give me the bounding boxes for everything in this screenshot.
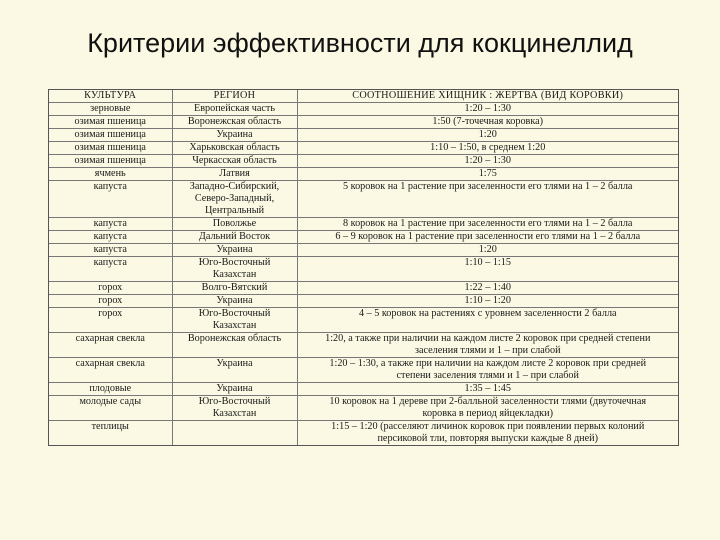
cell-ratio: [297, 358, 678, 383]
cell-ratio: [297, 181, 678, 218]
table-row: [49, 244, 678, 257]
cell-ratio-line: 1:75: [478, 168, 497, 179]
cell-region-line: Украина: [216, 244, 253, 255]
header-ratio: СООТНОШЕНИЕ ХИЩНИК : ЖЕРТВА (ВИД КОРОВКИ): [352, 90, 624, 101]
table-row: [49, 155, 678, 168]
cell-region: [172, 396, 297, 421]
cell-ratio: [297, 383, 678, 396]
cell-ratio: [297, 396, 678, 421]
criteria-table-container: [48, 89, 679, 446]
table-row: [49, 282, 678, 295]
cell-region: [172, 168, 297, 181]
cell-region-line: Дальний Восток: [198, 231, 271, 242]
table-row: [49, 103, 678, 116]
cell-region-line: Казахстан: [212, 269, 257, 280]
cell-region-line: Казахстан: [212, 408, 257, 419]
cell-ratio-line: 1:20: [478, 129, 497, 140]
cell-region-line: Казахстан: [212, 320, 257, 331]
cell-ratio-line: 1:50 (7-точечная коровка): [432, 116, 544, 127]
cell-region: [172, 218, 297, 231]
header-region: РЕГИОН: [172, 90, 297, 103]
cell-region: [172, 103, 297, 116]
cell-crop: зерновые: [49, 103, 172, 116]
cell-ratio: [297, 103, 678, 116]
cell-crop: теплицы: [49, 421, 172, 446]
cell-region-line: Юго-Восточный: [198, 308, 271, 319]
cell-region: [172, 181, 297, 218]
cell-region: [172, 231, 297, 244]
cell-ratio-line: 1:10 – 1:15: [464, 257, 511, 268]
cell-region: [172, 421, 297, 446]
cell-crop: озимая пшеница: [49, 116, 172, 129]
cell-ratio-line: заселения тлями и 1 – при слабой: [414, 345, 561, 356]
cell-region: [172, 282, 297, 295]
cell-crop: озимая пшеница: [49, 129, 172, 142]
cell-region-line: Европейская часть: [194, 103, 275, 114]
cell-crop: горох: [49, 282, 172, 295]
cell-ratio-line: 1:20 – 1:30: [464, 103, 511, 114]
cell-crop: плодовые: [49, 383, 172, 396]
cell-crop: капуста: [49, 218, 172, 231]
cell-ratio-line: 6 – 9 коровок на 1 растение при заселенности его тлями на 1 – 2 балла: [335, 231, 641, 242]
table-row: [49, 396, 678, 421]
cell-ratio: [297, 308, 678, 333]
cell-crop: горох: [49, 295, 172, 308]
cell-ratio-line: степени заселения тлями и 1 – при слабой: [396, 370, 579, 381]
table-row: [49, 383, 678, 396]
cell-ratio: [297, 155, 678, 168]
table-row: [49, 308, 678, 333]
cell-crop: капуста: [49, 244, 172, 257]
cell-region-line: Центральный: [204, 205, 265, 216]
cell-ratio-line: 4 – 5 коровок на растениях с уровнем заселенности 2 балла: [358, 308, 617, 319]
cell-region: [172, 358, 297, 383]
cell-region-line: Западно-Сибирский,: [189, 181, 280, 192]
table-row: [49, 116, 678, 129]
cell-region-line: Северо-Западный,: [194, 193, 275, 204]
cell-region: [172, 129, 297, 142]
cell-crop: капуста: [49, 231, 172, 244]
table-row: [49, 231, 678, 244]
cell-ratio: [297, 333, 678, 358]
cell-ratio-line: 1:22 – 1:40: [464, 282, 511, 293]
cell-ratio-line: коровка в период яйцекладки): [422, 408, 553, 419]
cell-crop: озимая пшеница: [49, 155, 172, 168]
cell-region-line: [175, 421, 295, 433]
cell-crop: молодые сады: [49, 396, 172, 421]
cell-crop: озимая пшеница: [49, 142, 172, 155]
cell-ratio-line: 1:35 – 1:45: [464, 383, 511, 394]
cell-ratio: [297, 129, 678, 142]
cell-ratio-line: 1:20 – 1:30: [464, 155, 511, 166]
criteria-table: [49, 90, 678, 445]
cell-ratio-line: 1:10 – 1:50, в среднем 1:20: [430, 142, 546, 153]
table-row: [49, 218, 678, 231]
cell-ratio-line: 1:10 – 1:20: [464, 295, 511, 306]
cell-ratio: [297, 421, 678, 446]
header-crop: КУЛЬТУРА: [49, 90, 172, 103]
cell-region: [172, 244, 297, 257]
cell-region: [172, 383, 297, 396]
cell-crop: сахарная свекла: [49, 358, 172, 383]
cell-ratio-line: 5 коровок на 1 растение при заселенности его тлями на 1 – 2 балла: [343, 181, 633, 192]
cell-ratio-line: 10 коровок на 1 дереве при 2-балльной заселенности тлями (двуточечная: [329, 396, 647, 407]
cell-region-line: Юго-Восточный: [198, 396, 271, 407]
cell-ratio: [297, 218, 678, 231]
cell-region-line: Воронежская область: [187, 116, 282, 127]
cell-ratio: [297, 231, 678, 244]
table-header-row: [49, 90, 678, 103]
cell-ratio-line: 1:15 – 1:20 (расселяют личинок коровок при появлении первых колоний: [331, 421, 645, 432]
cell-region-line: Юго-Восточный: [198, 257, 271, 268]
cell-ratio: [297, 116, 678, 129]
cell-region: [172, 116, 297, 129]
table-row: [49, 168, 678, 181]
cell-ratio: [297, 168, 678, 181]
cell-region: [172, 295, 297, 308]
cell-region-line: Харьковская область: [189, 142, 280, 153]
cell-crop: капуста: [49, 181, 172, 218]
cell-region: [172, 155, 297, 168]
table-body: [49, 103, 678, 446]
table-row: [49, 421, 678, 446]
cell-region-line: Латвия: [219, 168, 250, 179]
cell-crop: горох: [49, 308, 172, 333]
cell-ratio: [297, 244, 678, 257]
cell-ratio-line: 1:20 – 1:30, а также при наличии на каждом листе 2 коровок при средней: [329, 358, 647, 369]
cell-region: [172, 333, 297, 358]
cell-region: [172, 257, 297, 282]
cell-ratio-line: 8 коровок на 1 растение при заселенности его тлями на 1 – 2 балла: [343, 218, 633, 229]
cell-region: [172, 142, 297, 155]
table-row: [49, 181, 678, 218]
table-row: [49, 295, 678, 308]
cell-ratio-line: 1:20, а также при наличии на каждом листе 2 коровок при средней степени: [325, 333, 651, 344]
table-row: [49, 142, 678, 155]
table-row: [49, 129, 678, 142]
cell-ratio-line: персиковой тли, повторяя выпуски каждые 8 дней): [377, 433, 599, 444]
cell-region-line: Поволжье: [212, 218, 257, 229]
cell-region: [172, 308, 297, 333]
cell-crop: сахарная свекла: [49, 333, 172, 358]
cell-crop: капуста: [49, 257, 172, 282]
cell-crop: ячмень: [49, 168, 172, 181]
cell-region-line: Черкасская область: [192, 155, 277, 166]
cell-ratio: [297, 257, 678, 282]
cell-ratio: [297, 295, 678, 308]
table-row: [49, 358, 678, 383]
cell-region-line: Воронежская область: [187, 333, 282, 344]
cell-ratio: [297, 142, 678, 155]
cell-ratio: [297, 282, 678, 295]
cell-region-line: Украина: [216, 129, 253, 140]
slide-title: Критерии эффективности для кокцинеллид: [87, 28, 633, 58]
cell-region-line: Волго-Вятский: [201, 282, 268, 293]
table-row: [49, 333, 678, 358]
cell-region-line: Украина: [216, 358, 253, 369]
cell-region-line: Украина: [216, 295, 253, 306]
table-row: [49, 257, 678, 282]
cell-region-line: Украина: [216, 383, 253, 394]
cell-ratio-line: 1:20: [478, 244, 497, 255]
